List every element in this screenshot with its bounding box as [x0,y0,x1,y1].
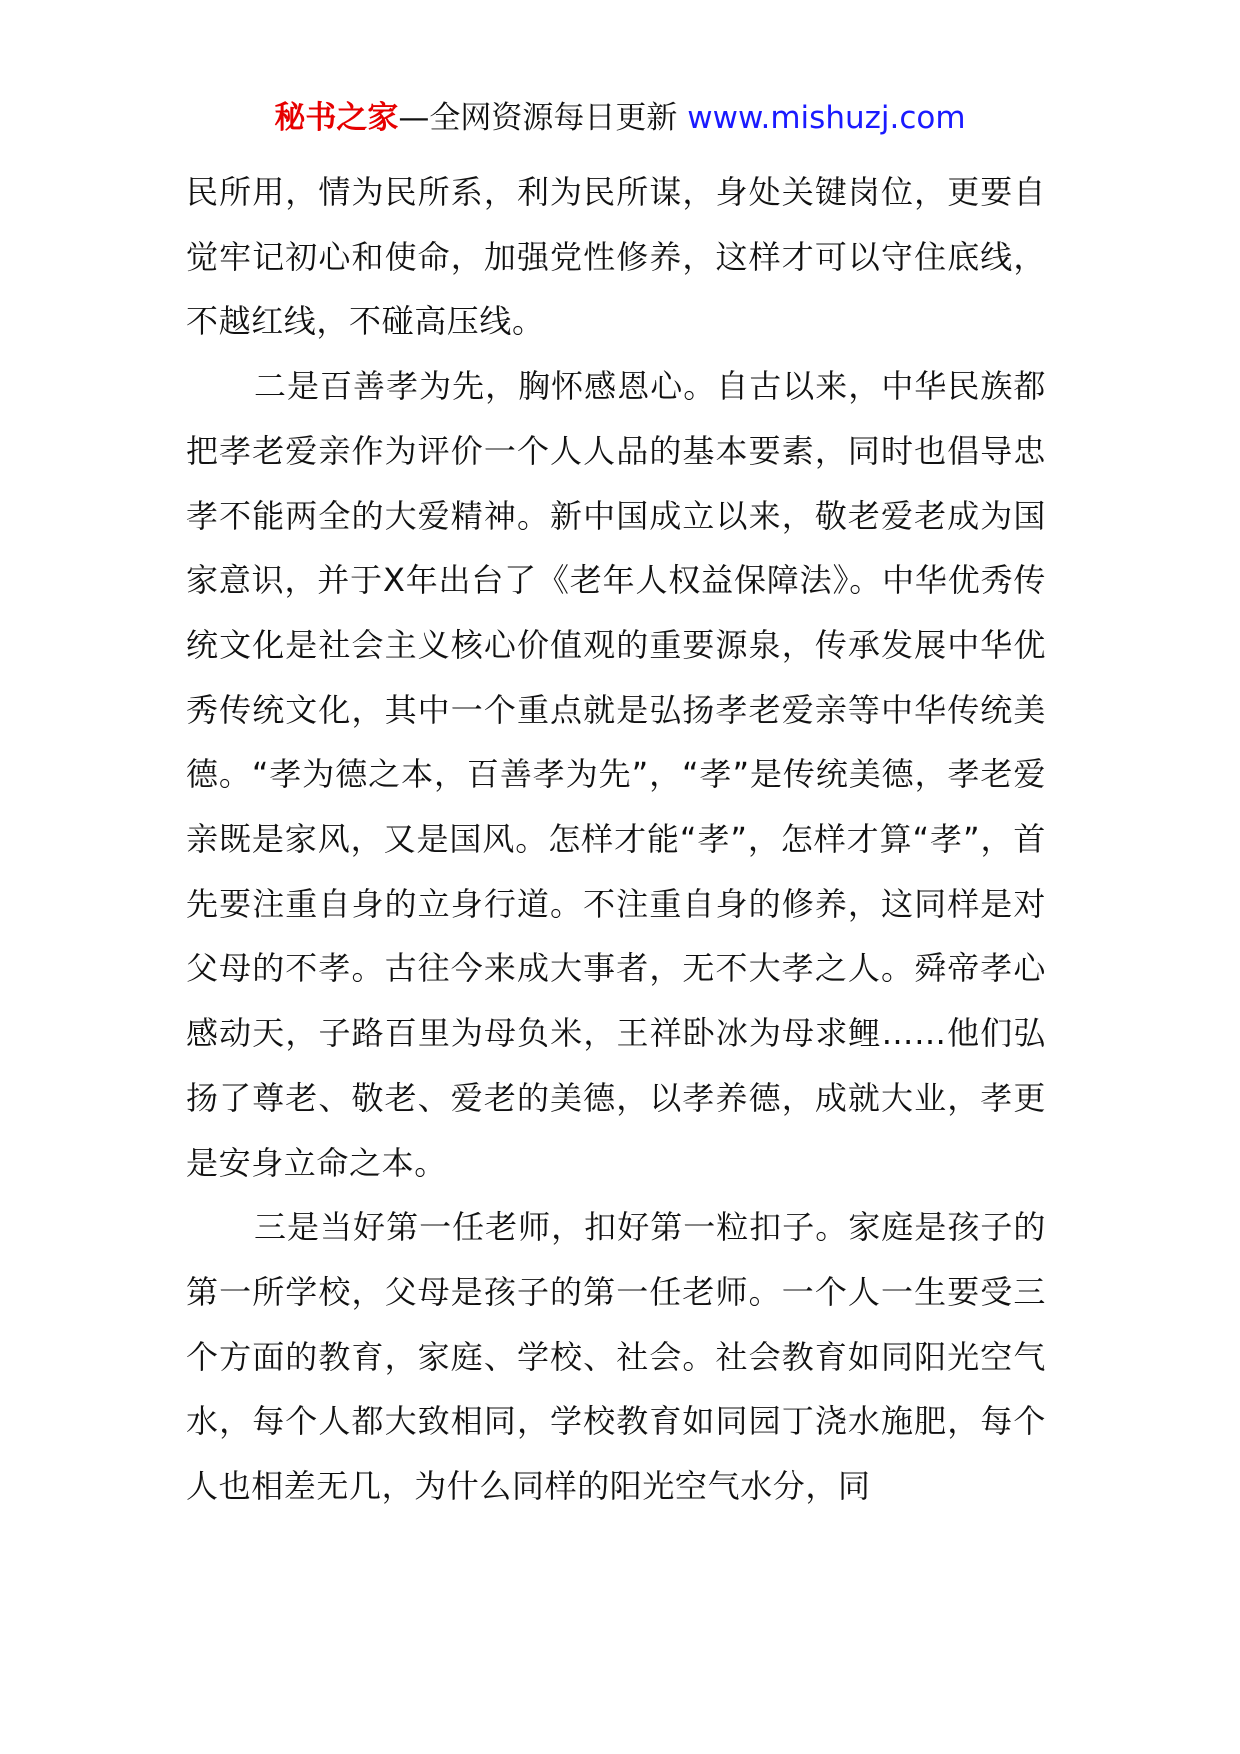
site-tagline: —全网资源每日更新 [398,100,678,136]
document-body [186,160,1046,1519]
page-header [0,98,1240,138]
paragraph-continuation: 民所用，情为民所系，利为民所谋，身处关键岗位，更要自觉牢记初心和使命，加强党性修养，这样才可以守住底线，不越红线，不碰高压线。 [186,173,1046,341]
site-url[interactable]: www.mishuzj.com [687,100,966,136]
paragraph-filial-piety: 二是百善孝为先，胸怀感恩心。自古以来，中华民族都把孝老爱亲作为评价一个人人品的基本要素，同时也倡导忠孝不能两全的大爱精神。新中国成立以来，敬老爱老成为国家意识，并于X年出台了《老年人权益保障法》。中华优秀传统文化是社会主义核心价值观的重要源泉，传承发展中华优秀传统文化，其中一个重点就是弘扬孝老爱亲等中华传统美德。“孝为德之本，百善孝为先”，“孝”是传统美德，孝老爱亲既是家风，又是国风。怎样才能“孝”，怎样才算“孝”，首先要注重自身的立身行道。不注重自身的修养，这同样是对父母的不孝。古往今来成大事者，无不大孝之人。舜帝孝心感动天，子路百里为母负米，王祥卧冰为母求鲤……他们弘扬了尊老、敬老、爱老的美德，以孝养德，成就大业，孝更是安身立命之本。 [186,367,1046,1182]
paragraph-first-teacher: 三是当好第一任老师，扣好第一粒扣子。家庭是孩子的第一所学校，父母是孩子的第一任老师。一个人一生要受三个方面的教育，家庭、学校、社会。社会教育如同阳光空气水，每个人都大致相同，学校教育如同园丁浇水施肥，每个人也相差无几，为什么同样的阳光空气水分，同 [186,1208,1046,1506]
site-brand: 秘书之家 [274,100,399,136]
